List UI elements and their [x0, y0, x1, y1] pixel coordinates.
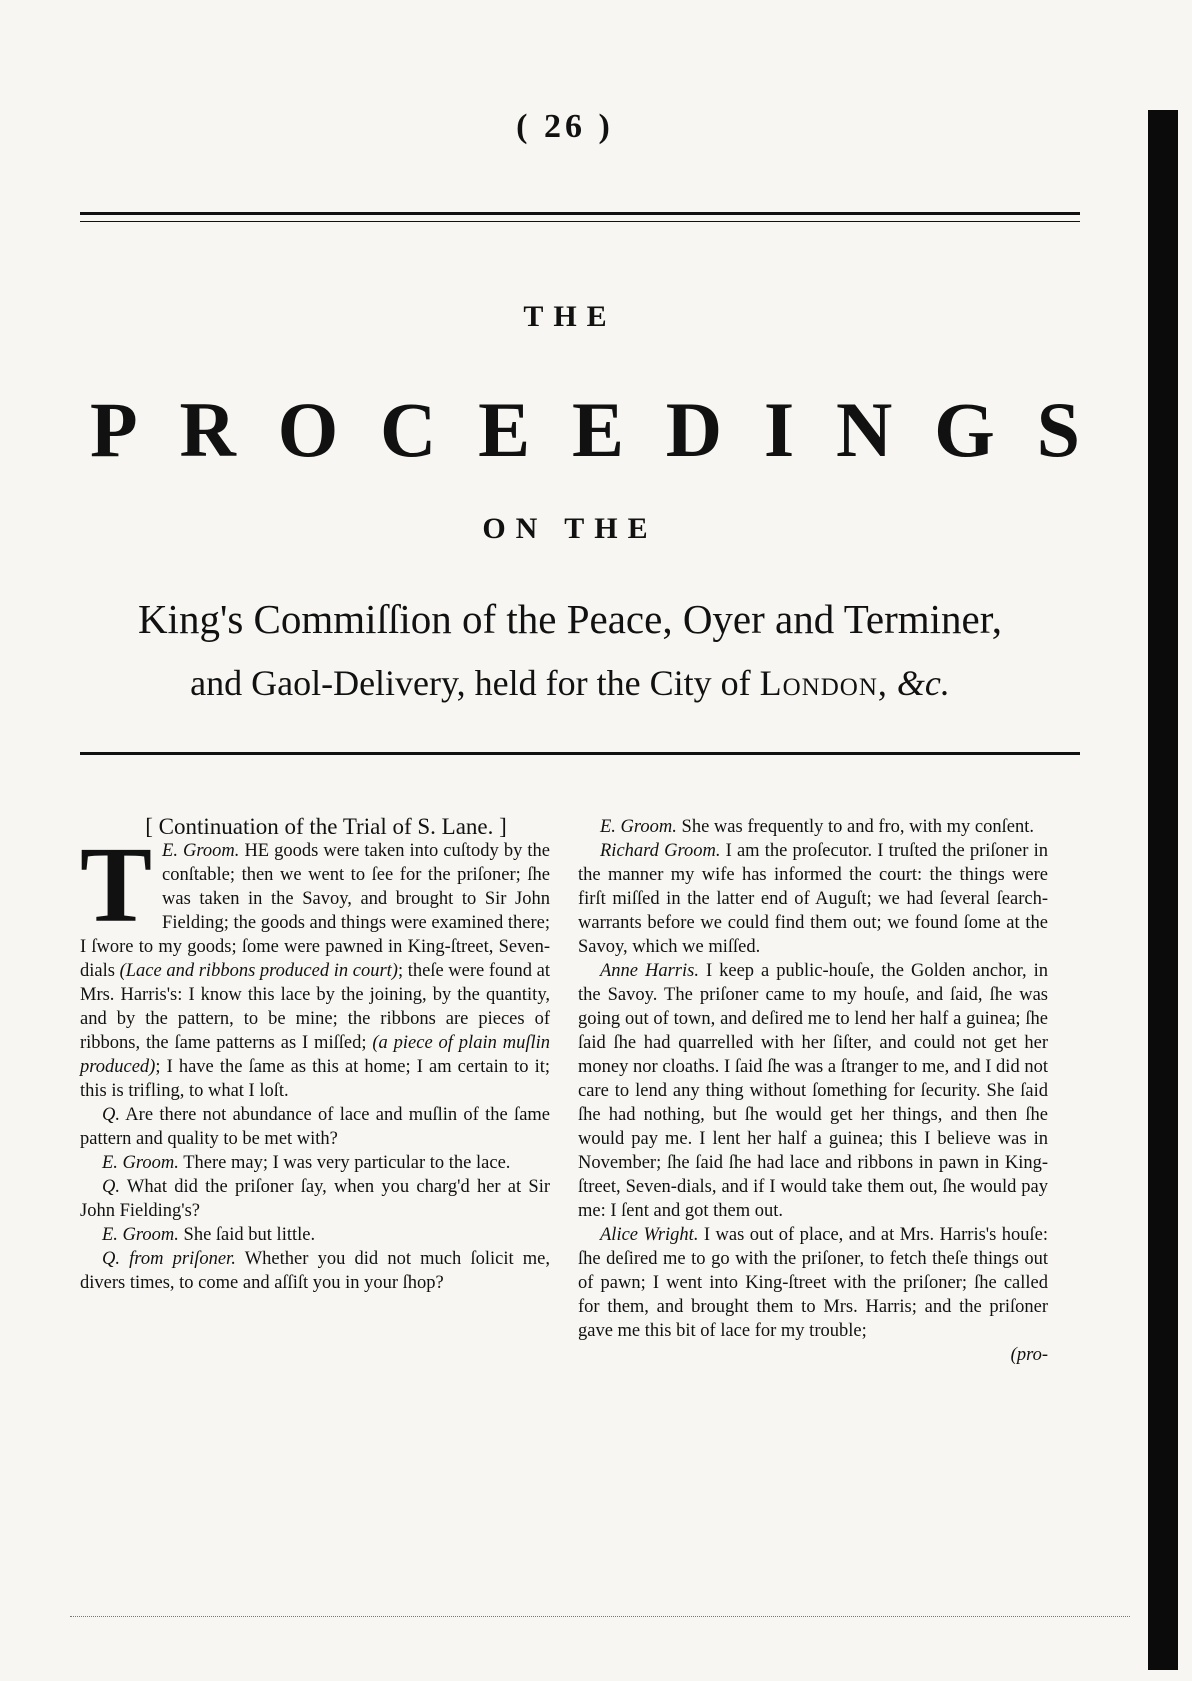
question-label: Q. from priſoner.: [102, 1249, 236, 1269]
page-bottom-edge: [70, 1616, 1130, 1623]
paragraph-text: She ſaid but little.: [183, 1225, 316, 1245]
title-letter: R: [179, 386, 236, 473]
speaker-name: E. Groom.: [102, 1225, 179, 1245]
catchword: (pro-: [1010, 1345, 1048, 1365]
header-rule-thin: [80, 221, 1080, 222]
testimony-paragraph: [80, 1151, 550, 1175]
speaker-name: Richard Groom.: [600, 841, 721, 861]
testimony-paragraph: [578, 959, 1048, 1223]
paragraph-text: I am the proſecutor. I truſted the priſoner in the manner my wife has informed the court: the things were firſt miſſed in the latter end of Auguſt; we had ſeveral ſearch-warrants before we could find them out; we found ſome at the Savoy, which we miſſed.: [578, 841, 1048, 957]
paragraph-text: HE goods were taken into cuſtody by the conſtable; then we went to ſee for the priſoner; ſhe was taken in the Savoy, and brought to Sir John Fielding; the goods and things were examined there; I ſwore to my goods; ſome were pawned in King-ſtreet, Seven-dials: [80, 841, 550, 981]
subtitle-etc: &c.: [896, 663, 950, 703]
title-letter: C: [380, 386, 437, 473]
header-rule: [80, 212, 1080, 215]
question-label: Q.: [102, 1177, 120, 1197]
title-the: THE: [523, 300, 617, 333]
drop-cap: T: [80, 826, 153, 945]
testimony-paragraph: [578, 815, 1048, 839]
title-letter: E: [478, 386, 531, 473]
title-letter: S: [1036, 386, 1080, 473]
paragraph-text: ; theſe were found at Mrs. Harris's: I know this lace by the joining, by the quantity, and by the pattern, to be mine; the ribbons are pieces of ribbons, the ſame patterns as I miſſed;: [80, 961, 551, 1053]
question-label: Q.: [102, 1105, 120, 1125]
binding-edge: [1148, 110, 1178, 1670]
title-letter: P: [90, 386, 138, 473]
testimony-paragraph: [578, 839, 1048, 959]
paragraph-text: ; I have the ſame as this at home; I am certain to it; this is trifling, to what I loſt.: [80, 1057, 550, 1101]
title-on-the: ON THE: [482, 512, 658, 545]
speaker-name: Anne Harris.: [600, 961, 699, 981]
title-letter: G: [934, 386, 995, 473]
subtitle-city: London,: [759, 663, 888, 703]
speaker-name: E. Groom.: [600, 817, 677, 837]
page-number: ( 26 ): [516, 108, 614, 145]
paragraph-text: There may; I was very particular to the lace.: [183, 1153, 511, 1173]
paragraph-text: Whether you did not much ſolicit me, divers times, to come and aſſiſt you in your ſhop?: [80, 1249, 551, 1293]
title-letter: I: [763, 386, 795, 473]
paragraph-text: I was out of place, and at Mrs. Harris's houſe: ſhe deſired me to go with the priſoner, to fetch theſe things out of pawn; I went into King-ſtreet with the priſoner; ſhe called for them, and brought them to Mrs. Harris; and the priſoner gave me this bit of lace for my trouble;: [578, 1225, 1049, 1341]
title-letter: O: [277, 386, 339, 473]
title-subtitle-line2: [0, 662, 1140, 704]
title-rule: [80, 752, 1080, 755]
paragraph-text: Are there not abundance of lace and muſlin of the ſame pattern and quality to be met with?: [80, 1105, 551, 1149]
subtitle-text: and Gaol-Delivery, held for the City of: [190, 663, 751, 703]
continuation-heading: [ Continuation of the Trial of S. Lane. ]: [145, 814, 507, 839]
left-column: [80, 815, 550, 1295]
question-paragraph: [80, 1175, 550, 1223]
testimony-paragraph: [578, 1223, 1048, 1343]
title-letter: E: [571, 386, 624, 473]
court-note: (a piece of plain muſlin produced): [80, 1033, 550, 1077]
title-letter: D: [665, 386, 723, 473]
title-proceedings: [90, 385, 1080, 475]
paragraph-text: I keep a public-houſe, the Golden anchor, in the Savoy. The priſoner came to my houſe, and ſaid, ſhe was going out of town, and deſired me to lend her half a guinea; ſhe ſaid ſhe had quarrelled with her ſiſter, and could not get her money nor cloaths. I ſaid ſhe was a ſtranger to me, and I did not care to lend any thing without ſomething for ſecurity. She ſaid ſhe had nothing, but ſhe would get her things, and then ſhe would pay me. I lent her half a guinea; this I believe was in November; ſhe ſaid ſhe had lace and ribbons in pawn in King-ſtreet, Seven-dials, and if I would take them out, ſhe would pay me: I ſent and got them out.: [578, 961, 1049, 1221]
court-note: (Lace and ribbons produced in court): [119, 961, 398, 981]
paragraph-text: What did the priſoner ſay, when you charg'd her at Sir John Fielding's?: [80, 1177, 550, 1221]
title-letter: N: [836, 386, 893, 473]
right-column: [578, 815, 1048, 1367]
speaker-name: Alice Wright.: [600, 1225, 699, 1245]
speaker-name: E. Groom.: [102, 1153, 179, 1173]
testimony-paragraph: [80, 1223, 550, 1247]
question-paragraph: [80, 1103, 550, 1151]
question-paragraph: [80, 1247, 550, 1295]
paragraph-text: She was frequently to and fro, with my conſent.: [681, 817, 1034, 837]
title-subtitle-line1: King's Commiſſion of the Peace, Oyer and Terminer,: [137, 596, 1003, 642]
speaker-name: E. Groom.: [162, 841, 240, 861]
